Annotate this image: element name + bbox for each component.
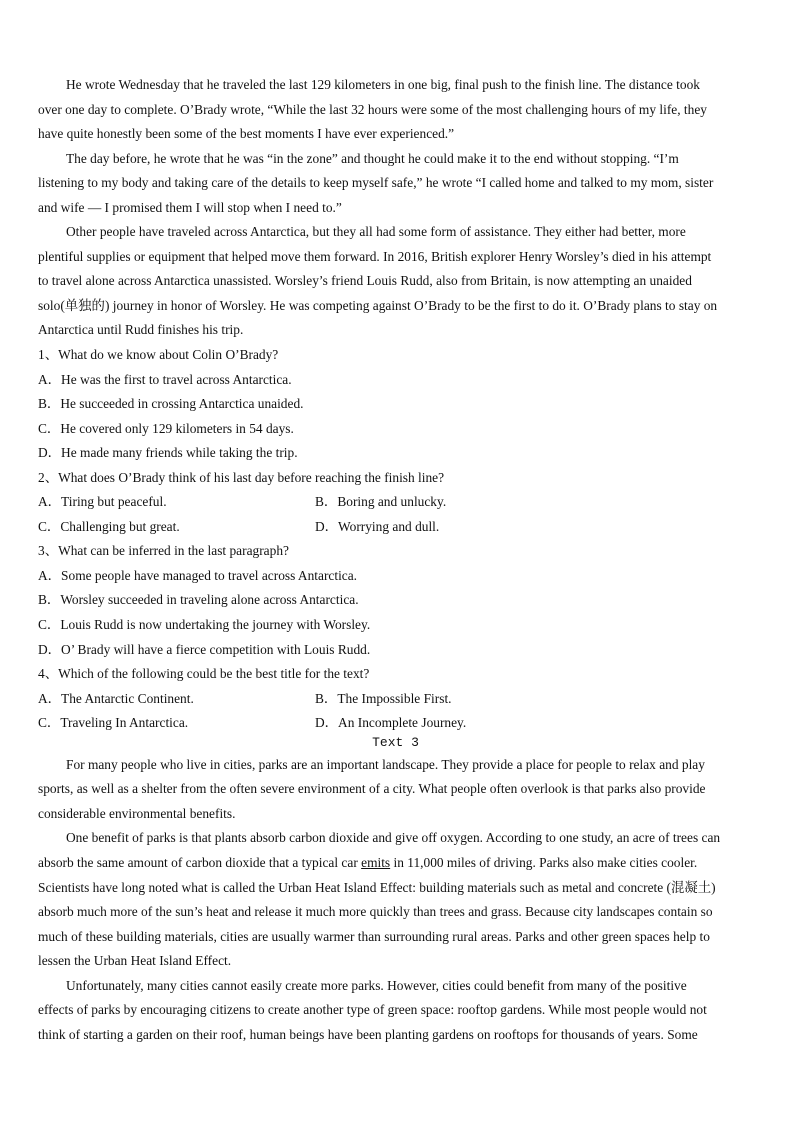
text-line: plentiful supplies or equipment that helped move them forward. In 2016, British explorer Henry Worsley’s died in his attempt xyxy=(38,248,712,264)
text-line: The day before, he wrote that he was “in the zone” and thought he could make it to the end without stopping. “I’m xyxy=(66,150,679,166)
question-stem: 3、What can be inferred in the last paragraph? xyxy=(38,543,289,559)
text-line: Antarctica until Rudd finishes his trip. xyxy=(38,322,244,338)
paragraph xyxy=(38,753,753,827)
text-line: sports, as well as a shelter from the often severe environment of a city. What people often overlook is that parks also provide xyxy=(38,781,706,797)
text-line: One benefit of parks is that plants absorb carbon dioxide and give off oxygen. According to one study, an acre of trees can xyxy=(66,830,721,846)
text-line: listening to my body and taking care of the details to keep myself safe,” he wrote “I called home and talked to my mom, sister xyxy=(38,175,714,191)
text-line xyxy=(38,851,753,876)
question-stem: 2、What does O’Brady think of his last day before reaching the finish line? xyxy=(38,469,445,485)
text-line: solo(单独的) journey in honor of Worsley. He was competing against O’Brady to be the first to do it. O’Brady plans to stay on xyxy=(38,297,718,313)
text-line: absorb much more of the sun’s heat and release it much more quickly than trees and grass. Because city landscapes contain so xyxy=(38,904,713,920)
text-line: For many people who live in cities, parks are an important landscape. They provide a place for people to relax and play xyxy=(66,756,705,772)
text-span: absorb the same amount of carbon dioxide that a typical car xyxy=(38,854,362,870)
text-line: much of these building materials, cities are usually warmer than surrounding rural areas. Parks and other green spaces help to xyxy=(38,928,710,944)
text-span: in 11,000 miles of driving. Parks also make cities cooler. xyxy=(390,854,698,870)
option-row xyxy=(38,711,753,736)
question-3 xyxy=(38,539,753,662)
option-a: A．He was the first to travel across Antarctica. xyxy=(38,371,292,387)
paragraph xyxy=(38,73,753,147)
document-page xyxy=(38,73,753,1047)
paragraph xyxy=(38,826,753,973)
option-a: A．Some people have managed to travel across Antarctica. xyxy=(38,567,358,583)
text-line: to travel alone across Antarctica unassisted. Worsley’s friend Louis Rudd, also from Britain, is now attempting an unaided xyxy=(38,273,692,289)
option-d: D．He made many friends while taking the trip. xyxy=(38,445,298,461)
option-d: D．Worrying and dull. xyxy=(315,518,440,534)
option-b: B．Boring and unlucky. xyxy=(315,494,447,510)
section-title: Text 3 xyxy=(372,734,419,750)
text-line: Scientists have long noted what is called the Urban Heat Island Effect: building materials such as metal and concrete (混凝土) xyxy=(38,879,716,895)
question-stem: 4、Which of the following could be the best title for the text? xyxy=(38,666,370,682)
option-c: C．Traveling In Antarctica. xyxy=(38,715,189,731)
option-c: C．Challenging but great. xyxy=(38,518,180,534)
option-b: B．He succeeded in crossing Antarctica unaided. xyxy=(38,396,304,412)
question-2 xyxy=(38,466,753,540)
paragraph xyxy=(38,220,753,343)
text-line: effects of parks by encouraging citizens to create another type of green space: rooftop gardens. While most people would not xyxy=(38,1002,707,1018)
paragraph xyxy=(38,974,753,1048)
question-1 xyxy=(38,343,753,466)
text-line: over one day to complete. O’Brady wrote, “While the last 32 hours were some of the most challenging hours of my life, they xyxy=(38,101,707,117)
option-b: B．Worsley succeeded in traveling alone across Antarctica. xyxy=(38,592,359,608)
option-c: C．He covered only 129 kilometers in 54 days. xyxy=(38,420,294,436)
text-line: Other people have traveled across Antarctica, but they all had some form of assistance. They either had better, more xyxy=(66,224,686,240)
option-d: D．An Incomplete Journey. xyxy=(315,715,467,731)
option-row xyxy=(38,515,753,540)
text-line: Unfortunately, many cities cannot easily create more parks. However, cities could benefit from many of the positive xyxy=(66,977,687,993)
text-line: lessen the Urban Heat Island Effect. xyxy=(38,953,232,969)
question-4 xyxy=(38,662,753,736)
option-c: C．Louis Rudd is now undertaking the journey with Worsley. xyxy=(38,617,371,633)
option-a: A．Tiring but peaceful. xyxy=(38,494,167,510)
option-a: A．The Antarctic Continent. xyxy=(38,690,194,706)
underlined-word: emits xyxy=(361,854,391,870)
paragraph xyxy=(38,147,753,221)
text-line: considerable environmental benefits. xyxy=(38,805,236,821)
option-b: B．The Impossible First. xyxy=(315,690,452,706)
text-line: think of starting a garden on their roof, human beings have been planting gardens on rooftops for thousands of years. Some xyxy=(38,1026,698,1042)
text-line: and wife — I promised them I will stop when I need to.” xyxy=(38,199,342,215)
option-d: D．O’ Brady will have a fierce competition with Louis Rudd. xyxy=(38,641,371,657)
question-stem: 1、What do we know about Colin O’Brady? xyxy=(38,347,279,363)
text-line: He wrote Wednesday that he traveled the last 129 kilometers in one big, final push to the finish line. The distance took xyxy=(66,77,700,92)
option-row xyxy=(38,490,753,515)
text-line: have quite honestly been some of the best moments I have ever experienced.” xyxy=(38,126,455,142)
option-row xyxy=(38,687,753,712)
